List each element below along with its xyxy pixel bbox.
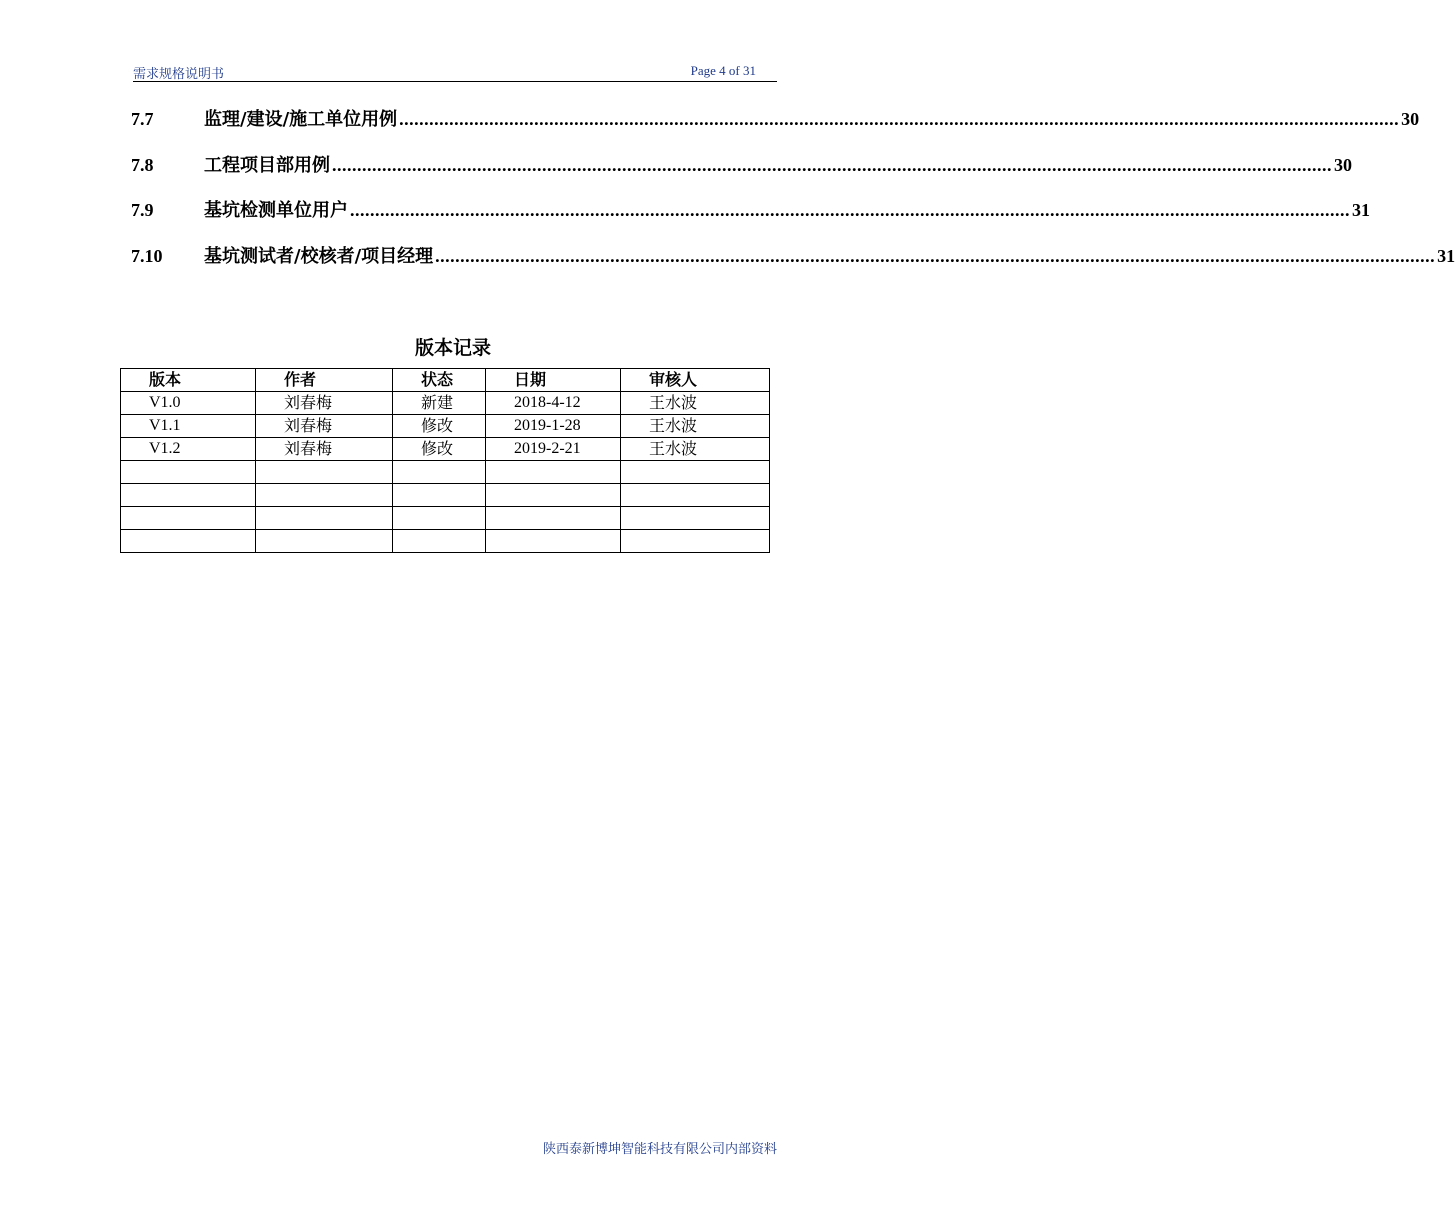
reviewer-cell bbox=[621, 484, 770, 507]
toc-entry[interactable] bbox=[131, 151, 1352, 197]
toc-number: 7.10 bbox=[131, 245, 163, 266]
status-cell bbox=[393, 461, 486, 484]
date-cell bbox=[486, 461, 621, 484]
author-cell: 刘春梅 bbox=[256, 438, 393, 461]
column-header-date: 日期 bbox=[486, 369, 621, 392]
table-row bbox=[121, 461, 770, 484]
table-row bbox=[121, 507, 770, 530]
toc-number: 7.8 bbox=[131, 154, 154, 175]
column-header-author: 作者 bbox=[256, 369, 393, 392]
toc-leader: ........................................................................................................................................................................................................ bbox=[332, 154, 1332, 175]
toc-title: 监理/建设/施工单位用例 bbox=[204, 109, 398, 130]
author-cell bbox=[256, 461, 393, 484]
date-cell bbox=[486, 484, 621, 507]
version-cell: V1.0 bbox=[121, 392, 256, 415]
author-cell bbox=[256, 507, 393, 530]
date-cell: 2018-4-12 bbox=[486, 392, 621, 415]
status-cell bbox=[393, 507, 486, 530]
toc-title: 基坑测试者/校核者/项目经理 bbox=[204, 245, 434, 267]
table-row bbox=[121, 438, 770, 461]
toc-number: 7.7 bbox=[131, 109, 154, 129]
toc-entry[interactable] bbox=[131, 242, 1455, 288]
version-cell bbox=[121, 461, 256, 484]
toc-entry[interactable] bbox=[131, 196, 1370, 242]
status-cell: 修改 bbox=[393, 438, 486, 461]
table-row bbox=[121, 392, 770, 415]
column-header-reviewer: 审核人 bbox=[621, 369, 770, 392]
page-number: Page 4 of 31 bbox=[690, 63, 756, 78]
author-cell bbox=[256, 484, 393, 507]
version-cell: V1.2 bbox=[121, 438, 256, 461]
author-cell bbox=[256, 530, 393, 553]
date-cell: 2019-1-28 bbox=[486, 415, 621, 438]
reviewer-cell: 王水波 bbox=[621, 438, 770, 461]
column-header-status: 状态 bbox=[393, 369, 486, 392]
page-header bbox=[133, 62, 777, 82]
author-cell: 刘春梅 bbox=[256, 392, 393, 415]
version-cell bbox=[121, 507, 256, 530]
reviewer-cell bbox=[621, 507, 770, 530]
version-cell bbox=[121, 484, 256, 507]
toc-number: 7.9 bbox=[131, 200, 154, 220]
table-header-row bbox=[121, 369, 770, 392]
status-cell: 修改 bbox=[393, 415, 486, 438]
toc-page: 30 bbox=[1401, 109, 1420, 129]
reviewer-cell bbox=[621, 530, 770, 553]
toc-title: 工程项目部用例 bbox=[204, 154, 330, 176]
reviewer-cell bbox=[621, 461, 770, 484]
toc-entry[interactable] bbox=[131, 105, 1420, 151]
status-cell bbox=[393, 484, 486, 507]
version-cell: V1.1 bbox=[121, 415, 256, 438]
version-record-table bbox=[120, 368, 770, 553]
status-cell bbox=[393, 530, 486, 553]
version-cell bbox=[121, 530, 256, 553]
table-row bbox=[121, 415, 770, 438]
toc-page: 30 bbox=[1334, 154, 1352, 175]
reviewer-cell: 王水波 bbox=[621, 392, 770, 415]
table-row bbox=[121, 484, 770, 507]
status-cell: 新建 bbox=[393, 392, 486, 415]
date-cell: 2019-2-21 bbox=[486, 438, 621, 461]
date-cell bbox=[486, 530, 621, 553]
column-header-version: 版本 bbox=[121, 369, 256, 392]
toc-leader: ........................................................................................................................................................................................................ bbox=[435, 245, 1436, 266]
document-title: 需求规格说明书 bbox=[133, 67, 225, 82]
toc-page: 31 bbox=[1437, 245, 1455, 266]
toc-leader: ........................................................................................................................................................................................................ bbox=[350, 200, 1350, 220]
table-row bbox=[121, 530, 770, 553]
toc-leader: ........................................................................................................................................................................................................ bbox=[399, 109, 1400, 129]
toc-page: 31 bbox=[1352, 200, 1370, 220]
page-footer: 陕西泰新博坤智能科技有限公司内部资料 bbox=[542, 1142, 777, 1157]
reviewer-cell: 王水波 bbox=[621, 415, 770, 438]
table-of-contents bbox=[131, 105, 1455, 287]
toc-title: 基坑检测单位用户 bbox=[204, 200, 348, 221]
version-record-title: 版本记录 bbox=[414, 337, 491, 359]
date-cell bbox=[486, 507, 621, 530]
author-cell: 刘春梅 bbox=[256, 415, 393, 438]
